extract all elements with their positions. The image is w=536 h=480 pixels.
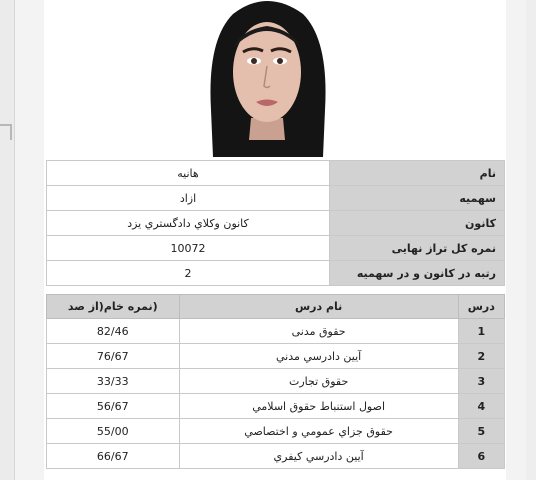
name-label: نام [330, 161, 505, 186]
course-number: 6 [458, 444, 504, 469]
header-course-number: درس [458, 295, 504, 319]
grades-table [46, 294, 505, 469]
info-row-rank [47, 261, 505, 286]
table-row [47, 369, 505, 394]
course-number: 1 [458, 319, 504, 344]
name-value: هانیه [47, 161, 330, 186]
bar-value: کانون وکلاي دادگستري يزد [47, 211, 330, 236]
quota-label: سهمیه [330, 186, 505, 211]
table-row [47, 444, 505, 469]
course-number: 5 [458, 419, 504, 444]
info-row-quota [47, 186, 505, 211]
info-row-name [47, 161, 505, 186]
bar-label: کانون [330, 211, 505, 236]
course-score: 33/33 [47, 369, 180, 394]
info-row-score [47, 236, 505, 261]
course-name: حقوق جزاي عمومي و اختصاصي [179, 419, 458, 444]
course-score: 56/67 [47, 394, 180, 419]
course-number: 4 [458, 394, 504, 419]
rank-label: رتبه در کانون و در سهمیه [330, 261, 505, 286]
course-number: 2 [458, 344, 504, 369]
course-name: اصول استنباط حقوق اسلامي [179, 394, 458, 419]
rank-value: 2 [47, 261, 330, 286]
course-score: 55/00 [47, 419, 180, 444]
header-course-name: نام درس [179, 295, 458, 319]
course-name: حقوق مدنی [179, 319, 458, 344]
candidate-info-table [46, 160, 505, 286]
header-raw-score: (نمره خام(از صد [47, 295, 180, 319]
total-score-label: نمره کل تراز نهایی [330, 236, 505, 261]
course-name: حقوق تجارت [179, 369, 458, 394]
right-edge [526, 0, 536, 480]
course-name: آيين دادرسي مدني [179, 344, 458, 369]
course-number: 3 [458, 369, 504, 394]
course-score: 76/67 [47, 344, 180, 369]
course-name: آيين دادرسي كيفري [179, 444, 458, 469]
grades-header-row [47, 295, 505, 319]
left-edge [0, 0, 15, 480]
total-score-value: 10072 [47, 236, 330, 261]
table-row [47, 394, 505, 419]
quota-value: ازاد [47, 186, 330, 211]
table-row [47, 319, 505, 344]
course-score: 66/67 [47, 444, 180, 469]
course-score: 82/46 [47, 319, 180, 344]
corner-mark [0, 124, 12, 140]
info-row-bar [47, 211, 505, 236]
table-row [47, 344, 505, 369]
candidate-photo [203, 0, 331, 157]
table-row [47, 419, 505, 444]
